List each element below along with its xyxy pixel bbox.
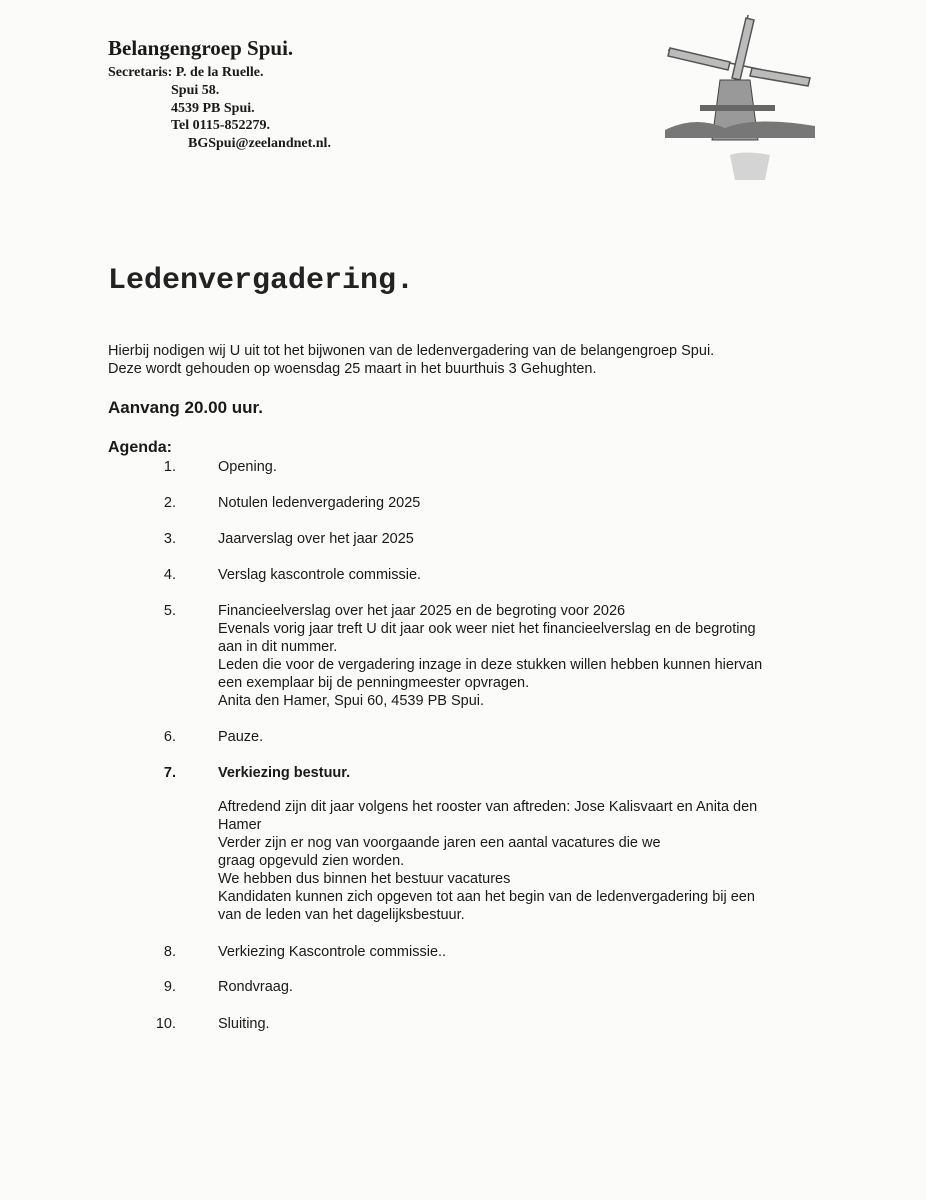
organization-name: Belangengroep Spui. (108, 36, 294, 60)
agenda-line: Verkiezing bestuur. (218, 765, 351, 781)
email: BGSpui@zeelandnet.nl. (188, 136, 331, 151)
secretary: Secretaris: P. de la Ruelle. (108, 65, 264, 80)
agenda-line: Hamer (218, 817, 262, 833)
agenda-line: Pauze. (218, 729, 264, 745)
agenda-text (218, 458, 277, 476)
agenda-number: 7. (163, 765, 176, 781)
agenda-line: Verslag kascontrole commissie. (218, 567, 422, 583)
agenda-line: Kandidaten kunnen zich opgeven tot aan het begin van de ledenvergadering bij een (218, 889, 755, 905)
agenda-line: Financieelverslag over het jaar 2025 en de begroting voor 2026 (218, 603, 626, 619)
agenda-line: Opening. (218, 459, 277, 475)
agenda-line: Rondvraag. (218, 979, 293, 995)
agenda-heading: Agenda: (108, 439, 172, 456)
agenda-line: Jaarverslag over het jaar 2025 (218, 531, 414, 547)
agenda-number: 5. (163, 603, 176, 619)
agenda-line: Verder zijn er nog van voorgaande jaren een aantal vacatures die we (218, 835, 661, 851)
phone: Tel 0115-852279. (171, 118, 271, 133)
intro-line: Deze wordt gehouden op woensdag 25 maart in het buurthuis 3 Gehughten. (108, 361, 597, 377)
agenda-number: 4. (163, 567, 176, 583)
start-time: Aanvang 20.00 uur. (108, 398, 263, 417)
agenda-number: 1. (163, 459, 176, 475)
agenda-line: Anita den Hamer, Spui 60, 4539 PB Spui. (218, 693, 485, 709)
agenda-text (218, 530, 414, 548)
agenda-line: Sluiting. (218, 1016, 270, 1032)
agenda-text (218, 566, 421, 584)
agenda-line: Evenals vorig jaar treft U dit jaar ook weer niet het financieelverslag en de begroting (218, 621, 756, 637)
agenda-number: 2. (163, 495, 176, 511)
agenda-line: van de leden van het dagelijksbestuur. (218, 907, 465, 923)
agenda-number: 8. (163, 944, 176, 960)
agenda-line: Notulen ledenvergadering 2025 (218, 495, 421, 511)
agenda-line: graag opgevuld zien worden. (218, 853, 405, 869)
agenda-line: We hebben dus binnen het bestuur vacatures (218, 871, 511, 887)
agenda-text (218, 494, 420, 512)
page-title: Ledenvergadering. (108, 264, 415, 298)
agenda-line: Aftredend zijn dit jaar volgens het rooster van aftreden: Jose Kalisvaart en Anita den (218, 799, 758, 815)
agenda-text (218, 602, 762, 710)
intro-line: Hierbij nodigen wij U uit tot het bijwonen van de ledenvergadering van de belangengroep Spui. (108, 343, 715, 359)
agenda-number: 6. (163, 729, 176, 745)
agenda-line: aan in dit nummer. (218, 639, 338, 655)
agenda-text (218, 943, 446, 961)
agenda-line: een exemplaar bij de penningmeester opvragen. (218, 675, 530, 691)
agenda-text (218, 728, 263, 746)
agenda-line: Leden die voor de vergadering inzage in deze stukken willen hebben kunnen hiervan (218, 657, 763, 673)
agenda-number: 9. (163, 979, 176, 995)
agenda-number: 10. (155, 1016, 176, 1032)
agenda-text (218, 1015, 270, 1033)
postal-code: 4539 PB Spui. (171, 101, 255, 116)
agenda-text (218, 798, 757, 924)
agenda-text (218, 764, 350, 782)
agenda-number: 3. (163, 531, 176, 547)
street: Spui 58. (171, 83, 220, 98)
agenda-line: Verkiezing Kascontrole commissie.. (218, 944, 447, 960)
windmill-icon (660, 10, 820, 190)
agenda-text (218, 978, 293, 996)
